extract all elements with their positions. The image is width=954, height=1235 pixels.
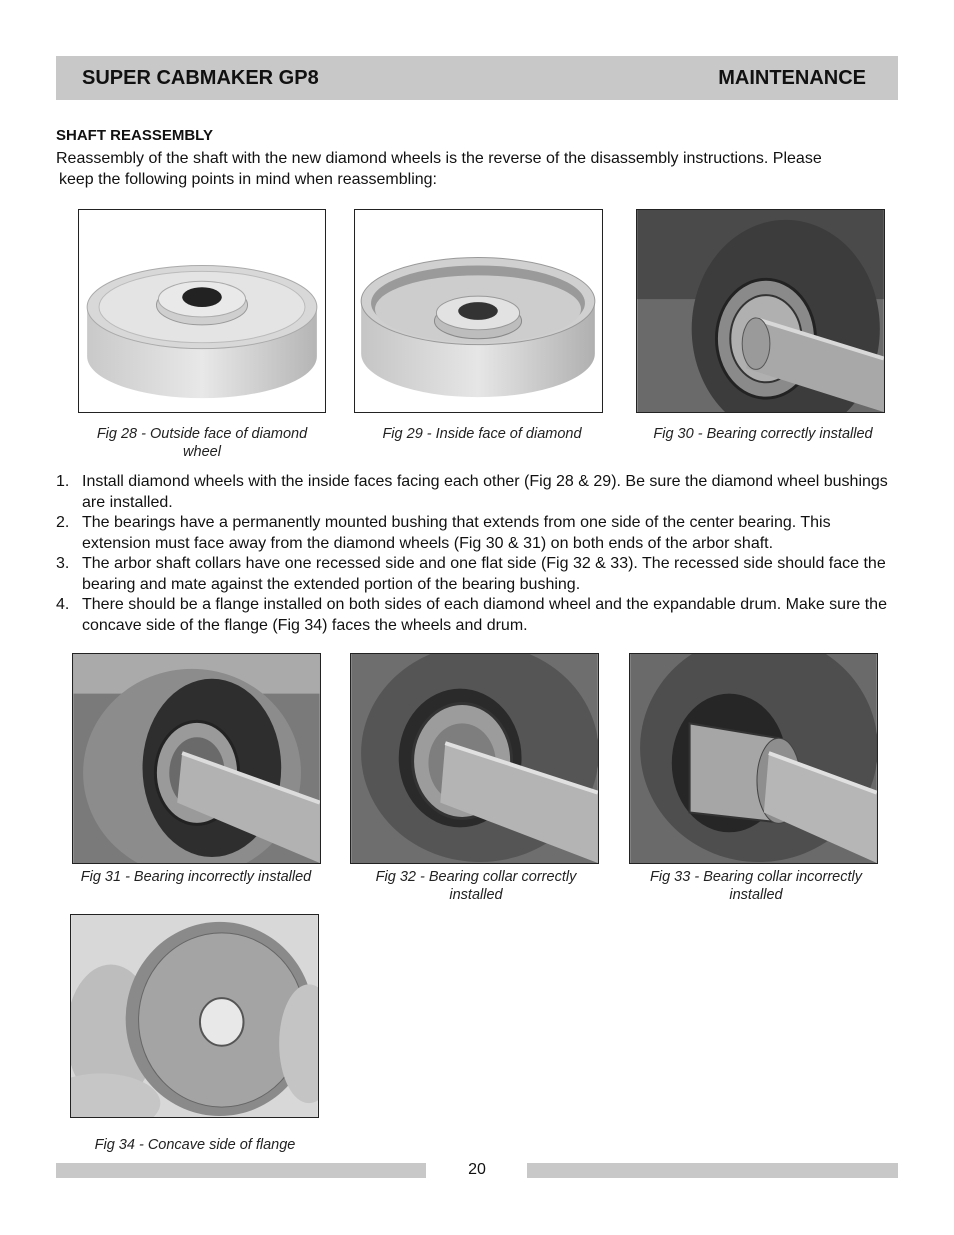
fig33-image — [629, 653, 878, 864]
fig30-caption: Fig 30 - Bearing correctly installed — [653, 426, 873, 442]
collar-incorrect-illustration — [630, 654, 877, 863]
step-item: 1. Install diamond wheels with the inside faces facing each other (Fig 28 & 29). Be sure the diamond wheel bushings are installed. — [56, 473, 888, 511]
fig31-image — [72, 653, 321, 864]
page-header — [56, 56, 898, 100]
header-right-title: MAINTENANCE — [718, 66, 866, 89]
section-title: SHAFT REASSEMBLY — [56, 127, 213, 144]
fig29-caption: Fig 29 - Inside face of diamond — [382, 426, 582, 442]
diamond-wheel-inside-illustration — [355, 210, 602, 412]
fig34-caption: Fig 34 - Concave side of flange — [94, 1137, 296, 1153]
diamond-wheel-outside-illustration — [79, 210, 325, 412]
fig31-caption: Fig 31 - Bearing incorrectly installed — [80, 869, 312, 885]
intro-paragraph — [56, 148, 886, 190]
bearing-incorrect-illustration — [73, 654, 320, 863]
step-item: 4. There should be a flange installed on both sides of each diamond wheel and the expandable drum. Make sure the concave side of the flange (Fig 34) faces the wheels and drum. — [56, 596, 887, 634]
step-item: 2. The bearings have a permanently mounted bushing that extends from one side of the center bearing. This extension must face away from the diamond wheels (Fig 30 & 31) on both ends of the arbor shaft. — [56, 514, 831, 552]
footer-bar-left — [56, 1163, 426, 1178]
fig34-image — [70, 914, 319, 1118]
intro-line-1: Reassembly of the shaft with the new diamond wheels is the reverse of the disassembly instructions. Please — [56, 150, 822, 167]
fig30-image — [636, 209, 885, 413]
bearing-correct-illustration — [637, 210, 884, 412]
page-number: 20 — [468, 1161, 486, 1178]
step-item: 3. The arbor shaft collars have one recessed side and one flat side (Fig 32 & 33). The recessed side should face the bearing and mate against the extended portion of the bearing bushing. — [56, 555, 886, 593]
fig33-caption: Fig 33 - Bearing collar incorrectly installed — [650, 869, 862, 903]
collar-correct-illustration — [351, 654, 598, 863]
fig29-image — [354, 209, 603, 413]
footer-bar-right — [527, 1163, 898, 1178]
header-left-title: SUPER CABMAKER GP8 — [82, 66, 319, 89]
reassembly-steps-list — [56, 472, 896, 636]
fig28-caption: Fig 28 - Outside face of diamond wheel — [96, 426, 308, 460]
flange-concave-illustration — [71, 915, 318, 1117]
fig28-image — [78, 209, 326, 413]
fig32-caption: Fig 32 - Bearing collar correctly installed — [375, 869, 577, 903]
fig32-image — [350, 653, 599, 864]
intro-line-2: keep the following points in mind when reassembling: — [59, 171, 437, 188]
